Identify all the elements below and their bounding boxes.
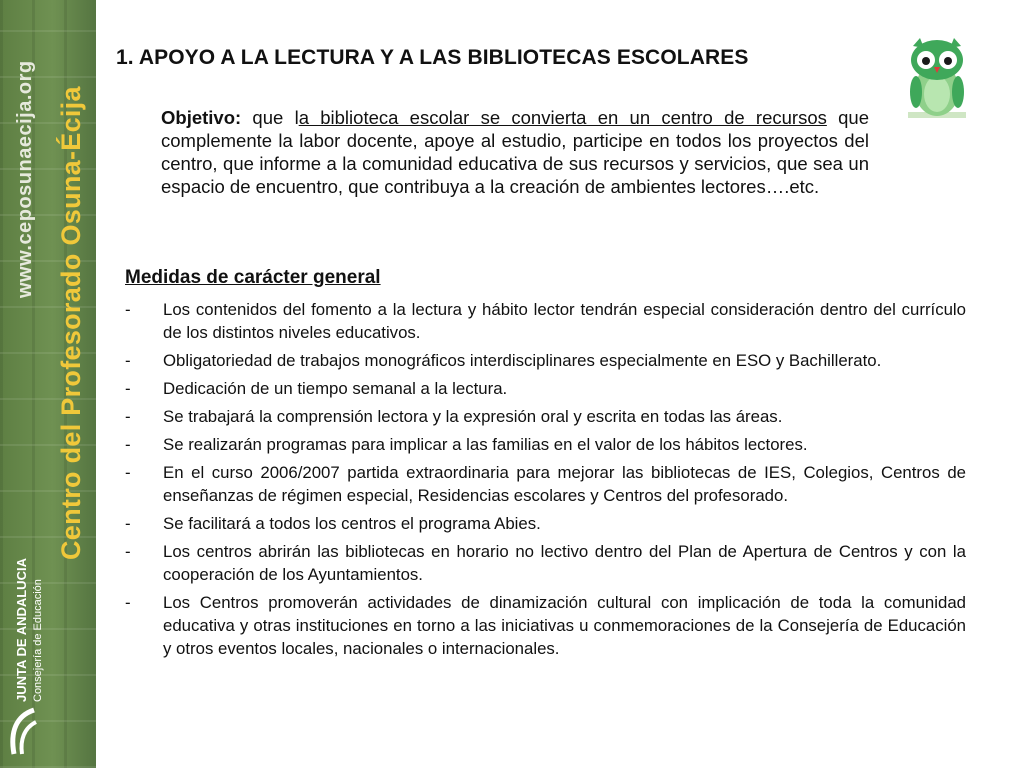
list-item-text: En el curso 2006/2007 partida extraordinaria para mejorar las bibliotecas de IES, Colegios, Centros de enseñanzas de régimen especial, Residencias escolares y Centros del profesorado.	[163, 463, 966, 505]
objective-label: Objetivo:	[161, 107, 242, 128]
bullet-dash: -	[125, 463, 131, 482]
list-item	[125, 540, 966, 586]
bullet-dash: -	[125, 351, 131, 370]
junta-logo-icon	[6, 706, 40, 758]
measures-heading: Medidas de carácter general	[125, 267, 381, 288]
sidebar-junta-name: JUNTA DE ANDALUCIA	[14, 558, 29, 702]
sidebar-url: www.ceposunaecija.org	[14, 60, 36, 298]
owl-icon	[904, 36, 970, 120]
bullet-dash: -	[125, 435, 131, 454]
list-item-text: Los centros abrirán las bibliotecas en horario no lectivo dentro del Plan de Apertura de Centros y con la cooperación de los Ayuntamientos.	[163, 542, 966, 584]
list-item-text: Se facilitará a todos los centros el programa Abies.	[163, 514, 541, 533]
list-item	[125, 512, 966, 535]
objective-rest: que complemente la labor docente, apoye al estudio, participe en todos los proyectos del centro, que informe a la comunidad educativa de sus recursos y servicios, que sea un espacio de encuentro, que contribuya a la creación de ambientes lectores….etc.	[161, 107, 869, 197]
list-item-text: Obligatoriedad de trabajos monográficos interdisciplinares especialmente en ESO y Bachillerato.	[163, 351, 882, 370]
bullet-dash: -	[125, 593, 131, 612]
list-item	[125, 591, 966, 660]
list-item	[125, 377, 966, 400]
bullet-dash: -	[125, 542, 131, 561]
bullet-dash: -	[125, 300, 131, 319]
objective-paragraph	[161, 106, 869, 198]
sidebar-centro-name: Centro del Profesorado Osuna-Écija	[56, 86, 86, 560]
list-item-text: Se trabajará la comprensión lectora y la expresión oral y escrita en todas las áreas.	[163, 407, 783, 426]
sidebar-banner	[0, 0, 96, 768]
objective-pre: que l	[241, 107, 299, 128]
list-item-text: Dedicación de un tiempo semanal a la lectura.	[163, 379, 508, 398]
objective-underlined: a biblioteca escolar se convierta en un centro de recursos	[298, 107, 827, 128]
list-item	[125, 461, 966, 507]
list-item-text: Los contenidos del fomento a la lectura y hábito lector tendrán especial consideración dentro del currículo de los distintos niveles educativos.	[163, 300, 966, 342]
bullet-dash: -	[125, 379, 131, 398]
list-item-text: Los Centros promoverán actividades de dinamización cultural con implicación de toda la comunidad educativa y otras instituciones en torno a las iniciativas u conmemoraciones de la Consejería de Educación y otros eventos locales, nacionales o internacionales.	[163, 593, 966, 658]
bullet-dash: -	[125, 407, 131, 426]
list-item	[125, 433, 966, 456]
list-item-text: Se realizarán programas para implicar a las familias en el valor de los hábitos lectores.	[163, 435, 808, 454]
page-title: 1. APOYO A LA LECTURA Y A LAS BIBLIOTECAS ESCOLARES	[116, 46, 749, 69]
measures-list	[125, 298, 966, 665]
bullet-dash: -	[125, 514, 131, 533]
list-item	[125, 349, 966, 372]
sidebar-consejeria-name: Consejería de Educación	[32, 579, 44, 702]
list-item	[125, 298, 966, 344]
list-item	[125, 405, 966, 428]
